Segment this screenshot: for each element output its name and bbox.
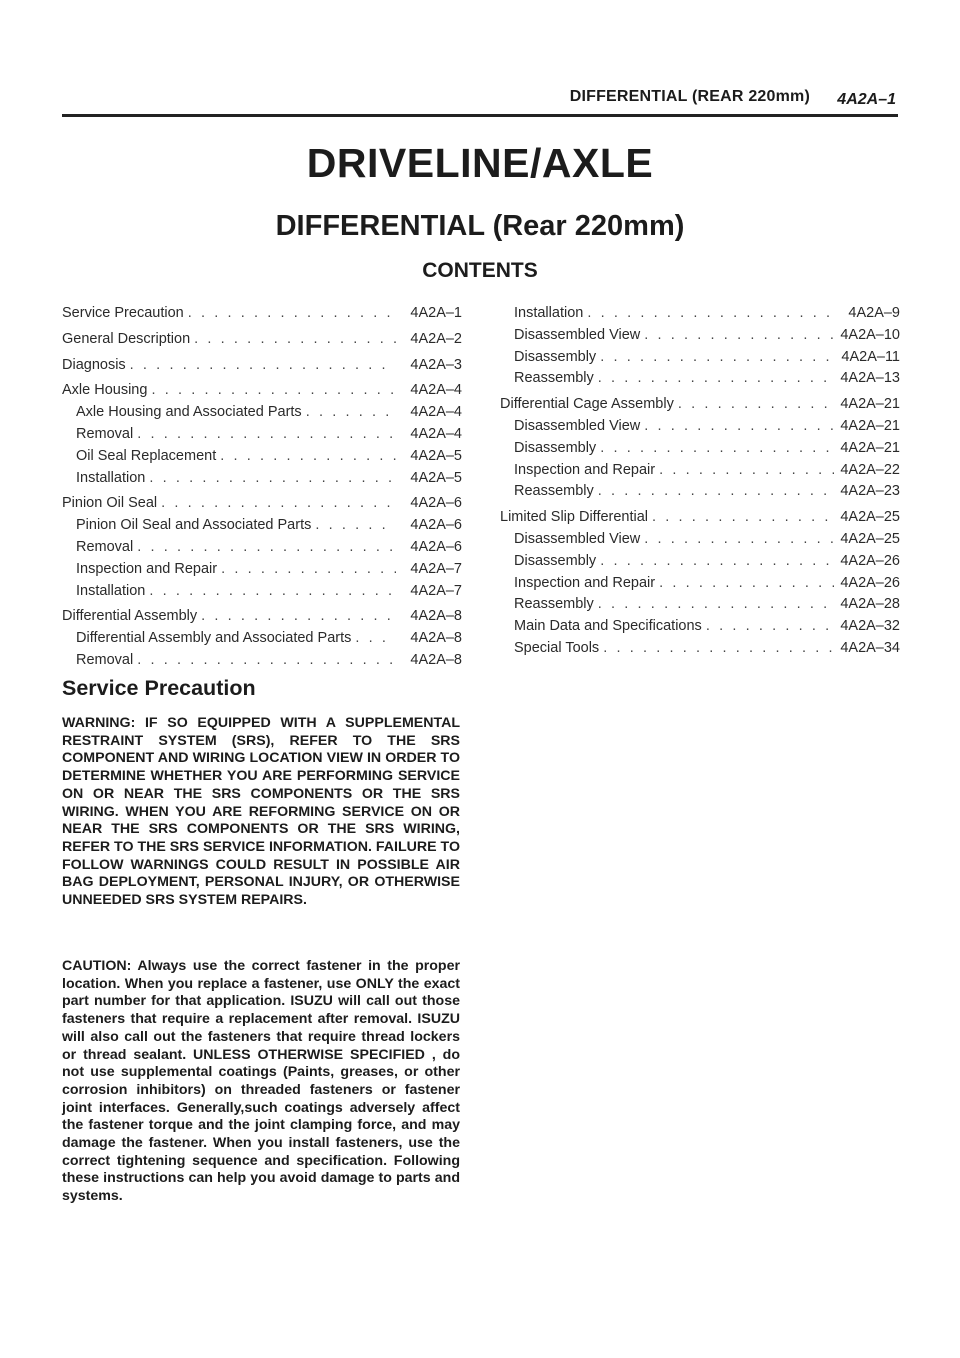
toc-entry-page: 4A2A–22 bbox=[840, 461, 900, 478]
toc-entry-page: 4A2A–4 bbox=[410, 404, 462, 421]
toc-entry[interactable] bbox=[62, 495, 462, 517]
toc-entry-page: 4A2A–4 bbox=[410, 382, 462, 399]
toc-dot-leader bbox=[644, 418, 834, 434]
toc-entry-label: Disassembly bbox=[514, 348, 597, 365]
toc-dot-leader bbox=[149, 583, 396, 599]
toc-entry-label: Main Data and Specifications bbox=[514, 618, 702, 635]
toc-dot-leader bbox=[306, 404, 396, 420]
toc-entry[interactable] bbox=[62, 517, 462, 539]
toc-dot-leader bbox=[603, 640, 834, 656]
toc-entry[interactable] bbox=[500, 483, 900, 505]
toc-entry-page: 4A2A–5 bbox=[410, 447, 462, 464]
toc-entry[interactable] bbox=[62, 561, 462, 583]
toc-dot-leader bbox=[600, 440, 834, 456]
toc-dot-leader bbox=[161, 495, 396, 511]
toc-entry-label: Reassembly bbox=[514, 370, 594, 387]
toc-entry-page: 4A2A–21 bbox=[840, 396, 900, 413]
toc-entry-label: Special Tools bbox=[514, 639, 600, 656]
toc-left-column bbox=[62, 305, 462, 674]
toc-dot-leader bbox=[137, 652, 396, 668]
toc-entry-page: 4A2A–6 bbox=[410, 517, 462, 534]
toc-entry-page: 4A2A–23 bbox=[840, 483, 900, 500]
toc-entry-page: 4A2A–26 bbox=[840, 574, 900, 591]
toc-entry[interactable] bbox=[62, 630, 462, 652]
toc-entry[interactable] bbox=[500, 440, 900, 462]
toc-dot-leader bbox=[598, 596, 834, 612]
toc-dot-leader bbox=[659, 575, 834, 591]
page-number: 4A2A–1 bbox=[837, 91, 896, 108]
header-rule bbox=[62, 114, 898, 117]
toc-dot-leader bbox=[220, 448, 396, 464]
toc-dot-leader bbox=[644, 531, 834, 547]
toc-entry-page: 4A2A–21 bbox=[840, 417, 900, 434]
toc-entry[interactable] bbox=[500, 370, 900, 392]
toc-dot-leader bbox=[201, 608, 396, 624]
toc-entry-page: 4A2A–21 bbox=[840, 439, 900, 456]
toc-entry-label: Axle Housing and Associated Parts bbox=[76, 404, 302, 421]
page-header bbox=[62, 88, 898, 114]
toc-entry[interactable] bbox=[62, 331, 462, 353]
toc-entry[interactable] bbox=[500, 305, 900, 327]
toc-entry[interactable] bbox=[62, 426, 462, 448]
toc-entry-label: Differential Assembly and Associated Parts bbox=[76, 630, 352, 647]
toc-entry-page: 4A2A–8 bbox=[410, 630, 462, 647]
toc-entry-label: Diagnosis bbox=[62, 356, 126, 373]
toc-dot-leader bbox=[188, 305, 396, 321]
toc-entry[interactable] bbox=[62, 382, 462, 404]
toc-entry[interactable] bbox=[62, 357, 462, 379]
toc-dot-leader bbox=[137, 426, 396, 442]
toc-entry[interactable] bbox=[500, 618, 900, 640]
toc-entry[interactable] bbox=[62, 608, 462, 630]
toc-entry-page: 4A2A–6 bbox=[410, 538, 462, 555]
toc-entry-label: Reassembly bbox=[514, 596, 594, 613]
toc-entry-page: 4A2A–8 bbox=[410, 608, 462, 625]
toc-entry-label: Pinion Oil Seal and Associated Parts bbox=[76, 517, 312, 534]
toc-entry-label: Disassembly bbox=[514, 439, 597, 456]
toc-entry-label: Installation bbox=[76, 582, 146, 599]
toc-right-column bbox=[500, 305, 900, 662]
toc-dot-leader bbox=[137, 539, 396, 555]
toc-dot-leader bbox=[600, 553, 834, 569]
toc-dot-leader bbox=[315, 517, 396, 533]
toc-entry[interactable] bbox=[62, 470, 462, 492]
toc-entry[interactable] bbox=[500, 418, 900, 440]
toc-entry-label: Installation bbox=[76, 469, 146, 486]
toc-entry[interactable] bbox=[62, 448, 462, 470]
toc-dot-leader bbox=[355, 630, 396, 646]
toc-entry-page: 4A2A–25 bbox=[840, 509, 900, 526]
toc-entry-label: Reassembly bbox=[514, 483, 594, 500]
toc-dot-leader bbox=[678, 396, 834, 412]
toc-entry-label: Differential Cage Assembly bbox=[500, 396, 674, 413]
toc-entry[interactable] bbox=[62, 305, 462, 327]
toc-entry[interactable] bbox=[62, 583, 462, 605]
toc-entry-label: Removal bbox=[76, 651, 134, 668]
toc-entry-label: Installation bbox=[514, 305, 584, 321]
toc-dot-leader bbox=[194, 331, 396, 347]
toc-entry-label: Removal bbox=[76, 425, 134, 442]
toc-dot-leader bbox=[130, 357, 396, 373]
toc-entry-page: 4A2A–25 bbox=[840, 530, 900, 547]
toc-entry-page: 4A2A–7 bbox=[410, 582, 462, 599]
toc-dot-leader bbox=[659, 462, 834, 478]
main-title: DRIVELINE/AXLE bbox=[306, 140, 654, 186]
toc-entry[interactable] bbox=[500, 462, 900, 484]
toc-entry-page: 4A2A–13 bbox=[840, 370, 900, 387]
toc-entry-label: Disassembled View bbox=[514, 417, 641, 434]
toc-entry[interactable] bbox=[500, 509, 900, 531]
toc-entry-page: 4A2A–1 bbox=[410, 305, 462, 321]
contents-heading: CONTENTS bbox=[422, 259, 538, 282]
toc-entry-label: Axle Housing bbox=[62, 382, 148, 399]
toc-entry-page: 4A2A–32 bbox=[840, 618, 900, 635]
toc-dot-leader bbox=[644, 327, 834, 343]
toc-entry-label: Removal bbox=[76, 538, 134, 555]
toc-dot-leader bbox=[151, 382, 396, 398]
toc-entry-label: Pinion Oil Seal bbox=[62, 495, 158, 512]
toc-entry-label: General Description bbox=[62, 330, 191, 347]
toc-dot-leader bbox=[706, 618, 834, 634]
toc-entry-label: Oil Seal Replacement bbox=[76, 447, 217, 464]
toc-entry-label: Disassembled View bbox=[514, 326, 641, 343]
toc-entry-page: 4A2A–4 bbox=[410, 425, 462, 442]
toc-entry[interactable] bbox=[500, 640, 900, 662]
toc-dot-leader bbox=[598, 370, 834, 386]
service-precaution-heading: Service Precaution bbox=[62, 676, 256, 700]
toc-entry-page: 4A2A–34 bbox=[840, 639, 900, 656]
toc-dot-leader bbox=[600, 349, 834, 365]
warning-paragraph: WARNING: IF SO EQUIPPED WITH A SUPPLEMENTAL RESTRAINT SYSTEM (SRS), REFER TO THE SRS COMPONENT AND WIRING LOCATION VIEW IN ORDER TO DETERMINE WHETHER YOU ARE PERFORMING SERVICE ON OR NEAR THE SRS COMPONENTS OR THE SRS WIRING. WHEN YOU ARE REFORMING SERVICE ON OR NEAR THE SRS COMPONENTS OR THE SRS WIRING, REFER TO THE SRS SERVICE INFORMATION. FAILURE TO FOLLOW WARNINGS COULD RESULT IN POSSIBLE AIR BAG DEPLOYMENT, PERSONAL INJURY, OR OTHERWISE UNNEEDED SRS SYSTEM REPAIRS. bbox=[62, 715, 460, 909]
toc-dot-leader bbox=[652, 509, 834, 525]
toc-entry[interactable] bbox=[500, 396, 900, 418]
toc-entry[interactable] bbox=[500, 575, 900, 597]
toc-entry-page: 4A2A–3 bbox=[410, 356, 462, 373]
toc-entry-page: 4A2A–7 bbox=[410, 560, 462, 577]
toc-entry[interactable] bbox=[500, 553, 900, 575]
toc-entry[interactable] bbox=[500, 349, 900, 371]
toc-entry-page: 4A2A–2 bbox=[410, 330, 462, 347]
toc-entry-page: 4A2A–6 bbox=[410, 495, 462, 512]
toc-dot-leader bbox=[598, 483, 834, 499]
subtitle: DIFFERENTIAL (Rear 220mm) bbox=[275, 210, 685, 242]
toc-entry-page: 4A2A–5 bbox=[410, 469, 462, 486]
toc-entry[interactable] bbox=[500, 327, 900, 349]
toc-entry-page: 4A2A–8 bbox=[410, 651, 462, 668]
toc-entry[interactable] bbox=[500, 596, 900, 618]
toc-entry-label: Disassembly bbox=[514, 552, 597, 569]
toc-entry-label: Service Precaution bbox=[62, 305, 184, 321]
toc-dot-leader bbox=[149, 470, 396, 486]
toc-entry-label: Disassembled View bbox=[514, 530, 641, 547]
toc-entry[interactable] bbox=[500, 531, 900, 553]
toc-entry-label: Inspection and Repair bbox=[76, 560, 218, 577]
toc-entry-page: 4A2A–28 bbox=[840, 596, 900, 613]
caution-paragraph: CAUTION: Always use the correct fastener in the proper location. When you replace a fastener, use ONLY the exact part number for that application. ISUZU will call out those fasteners that require a replacement after removal. ISUZU will also call out the fasteners that require thread lockers or thread sealant. UNLESS OTHERWISE SPECIFIED , do not use supplemental coatings (Paints, greases, or other corrosion inhibitors) on threaded fasteners or fastener joint interfaces. Generally,such coatings adversely affect the fastener torque and the joint clamping force, and may damage the fastener. When you install fasteners, use the correct tightening sequence and specification. Following these instructions can help you avoid damage to parts and systems. bbox=[62, 958, 460, 1205]
toc-dot-leader bbox=[221, 561, 396, 577]
toc-entry-label: Limited Slip Differential bbox=[500, 509, 649, 526]
toc-entry[interactable] bbox=[62, 404, 462, 426]
toc-entry[interactable] bbox=[62, 539, 462, 561]
section-title: DIFFERENTIAL (REAR 220mm) bbox=[569, 88, 810, 105]
toc-dot-leader bbox=[587, 305, 834, 321]
toc-entry-page: 4A2A–11 bbox=[841, 348, 900, 365]
toc-entry-label: Inspection and Repair bbox=[514, 461, 656, 478]
toc-entry-page: 4A2A–10 bbox=[840, 326, 900, 343]
toc-entry-page: 4A2A–9 bbox=[848, 305, 900, 321]
toc-entry-page: 4A2A–26 bbox=[840, 552, 900, 569]
toc-entry-label: Inspection and Repair bbox=[514, 574, 656, 591]
toc-entry[interactable] bbox=[62, 652, 462, 674]
toc-entry-label: Differential Assembly bbox=[62, 608, 198, 625]
